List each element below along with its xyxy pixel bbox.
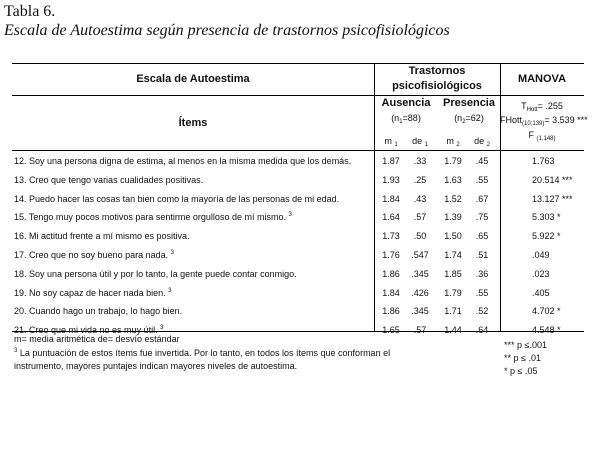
sig-001: *** p ≤.001 [504, 340, 547, 350]
de2-header: de $_2$ [474, 136, 490, 148]
cell-de2: .55 [475, 287, 489, 298]
cell-de1: .25 [413, 174, 427, 185]
cell-de2: .67 [475, 193, 489, 204]
cell-f: 1.763 [532, 156, 555, 166]
f-stat-header: F $_{(1,148)}$ [528, 130, 556, 142]
cell-f: 20.514 *** [532, 174, 573, 185]
table-row-item: 18. Soy una persona útil y por lo tanto, la gente puede contar conmigo. [14, 268, 297, 279]
sig-05: * p ≤ .05 [504, 366, 538, 376]
scale-header: Escala de Autoestima [136, 73, 250, 85]
cell-m2: 1.79 [444, 287, 462, 298]
cell-m2: 1.74 [444, 250, 462, 260]
cell-m1: 1.86 [382, 268, 400, 279]
cell-f: 5.922 * [532, 231, 561, 242]
m2-header: m $_2$ [446, 136, 460, 148]
cell-f: 5.303 * [532, 212, 561, 223]
cell-de2: .65 [475, 231, 489, 242]
table-row-item: 19. No soy capaz de hacer nada bien. $^3$ [14, 287, 172, 298]
cell-de1: .43 [413, 193, 427, 204]
cell-f: 4.548 * [532, 325, 561, 336]
cell-de2: .55 [475, 174, 489, 185]
cell-f: 4.702 * [532, 306, 561, 317]
m1-header: m $_1$ [384, 136, 398, 148]
cell-de1: .345 [411, 268, 429, 279]
cell-m1: 1.87 [382, 156, 400, 166]
presence-header: Presencia [443, 97, 495, 109]
cell-de1: .33 [413, 156, 427, 166]
table-row-item: 17. Creo que no soy bueno para nada. $^3$ [14, 250, 174, 260]
cell-f: .023 [532, 268, 550, 279]
cell-de1: .345 [411, 306, 429, 317]
cell-de2: .36 [475, 268, 489, 279]
footnote-marker: 3 [168, 287, 172, 294]
cell-m2: 1.39 [444, 212, 462, 223]
cell-m2: 1.63 [444, 174, 462, 185]
abbreviations-note: m= media aritmética de= desvío estándar [14, 334, 180, 344]
cell-m2: 1.50 [444, 231, 462, 242]
cell-f: .405 [532, 287, 550, 298]
sig-01: ** p ≤ .01 [504, 353, 541, 363]
cell-de1: .57 [413, 325, 427, 336]
table-row-item: 21. Creo que mi vida no es muy útil. $^3$ [14, 325, 164, 336]
table-number: Tabla 6. [4, 3, 56, 20]
cell-de2: .64 [475, 325, 489, 336]
table-row-item: 15. Tengo muy pocos motivos para sentirme orgulloso de mí mismo. $^3$ [14, 212, 292, 223]
cell-de1: .547 [411, 250, 429, 260]
de1-header: de $_1$ [412, 136, 428, 148]
presence-n: $(n_2=62)$ [454, 113, 484, 125]
cell-f: 13.127 *** [532, 193, 573, 204]
cell-m1: 1.84 [382, 193, 400, 204]
header-rule-2 [12, 150, 584, 151]
cell-de1: .50 [413, 231, 427, 242]
footnote-marker: 3 [160, 325, 164, 332]
cell-de1: .426 [411, 287, 429, 298]
cell-f: .049 [532, 250, 550, 260]
table-row-item: 16. Mi actitud frente a mí mismo es positiva. [14, 231, 190, 242]
cell-m2: 1.79 [444, 156, 462, 166]
disorders-header: Trastornos psicofisiológicos [392, 65, 482, 92]
absence-n: $(n_1=88)$ [391, 113, 421, 125]
cell-m1: 1.65 [382, 325, 400, 336]
cell-de2: .52 [475, 306, 489, 317]
cell-m1: 1.64 [382, 212, 400, 223]
cell-m1: 1.93 [382, 174, 400, 185]
cell-m2: 1.71 [444, 306, 462, 317]
cell-m2: 1.44 [444, 325, 462, 336]
manova-header: MANOVA [517, 73, 567, 85]
table-row-item: 14. Puedo hacer las cosas tan bien como la mayoría de las personas de mi edad. [14, 193, 340, 204]
fhott-stat: FHott$_{(10;139)}$= 3.539 *** [500, 115, 588, 127]
table-row-item: 13. Creo que tengo varias cualidades positivas. [14, 174, 204, 185]
cell-de2: .45 [475, 156, 489, 166]
cell-m2: 1.85 [444, 268, 462, 279]
table-row-item: 20. Cuando hago un trabajo, lo hago bien. [14, 306, 183, 317]
items-header: Ítems [178, 117, 208, 129]
header-rule-1 [12, 95, 584, 96]
cell-m2: 1.52 [444, 193, 462, 204]
footnote-marker: 3 [170, 250, 174, 256]
cell-de1: .57 [413, 212, 427, 223]
table-caption: Escala de Autoestima según presencia de trastornos psicofisiológicos [4, 22, 450, 39]
cell-m1: 1.86 [382, 306, 400, 317]
cell-m1: 1.84 [382, 287, 400, 298]
cell-de2: .51 [475, 250, 489, 260]
table-row-item: 12. Soy una persona digna de estima, al menos en la misma medida que los demás. [14, 156, 352, 166]
absence-header: Ausencia [381, 97, 431, 109]
cell-de2: .75 [475, 212, 489, 223]
cell-m1: 1.73 [382, 231, 400, 242]
footnote-line-1: $^3$ La puntuación de estos ítems fue invertida. Por lo tanto, en todos los ítems que conforman el [14, 348, 391, 358]
cell-m1: 1.76 [382, 250, 400, 260]
thott-stat: $T_{Hott}= .255$ [521, 101, 563, 113]
footnote-marker: 3 [288, 212, 292, 219]
footnote-line-2: instrumento, mayores puntajes indican mayores niveles de autoestima. [14, 361, 298, 371]
